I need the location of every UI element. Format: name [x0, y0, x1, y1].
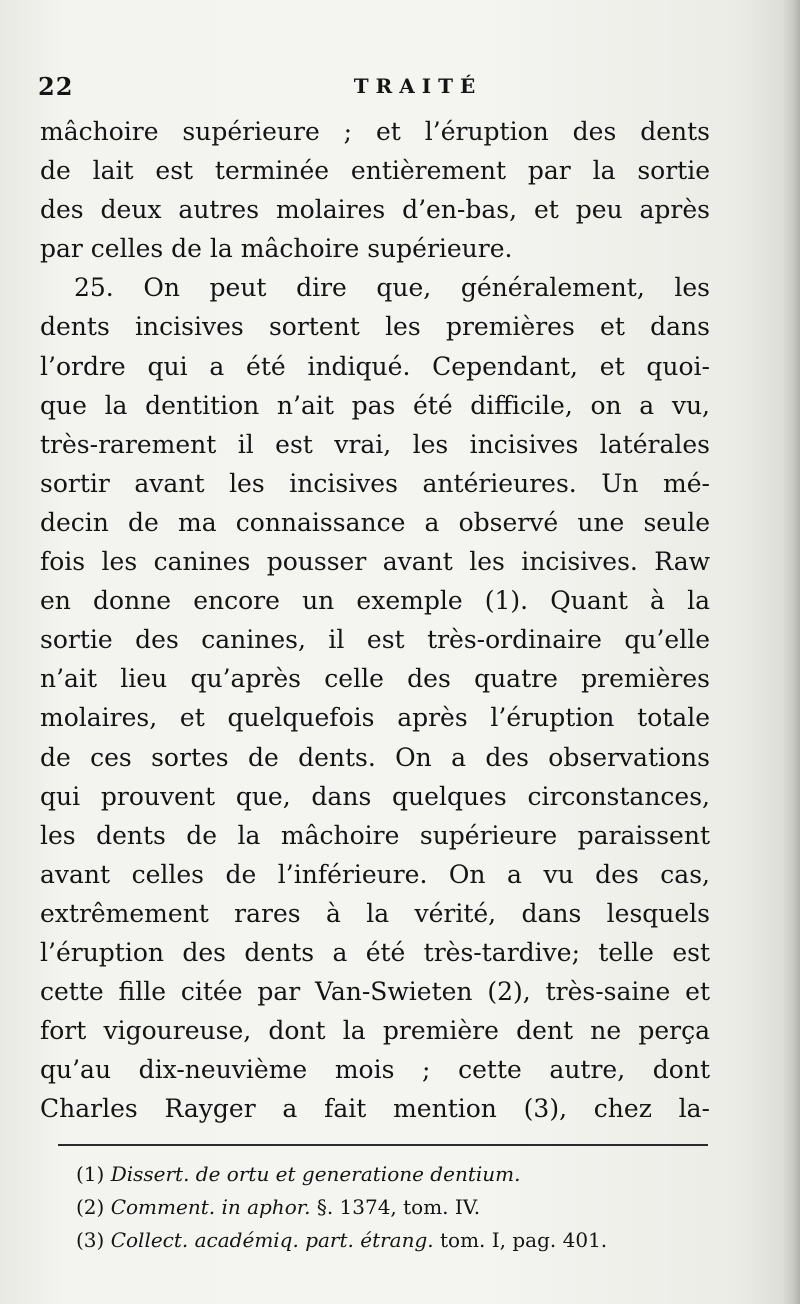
footnote-title: Dissert. de ortu et generatione dentium. [110, 1162, 521, 1186]
page-number: 22 [38, 72, 74, 101]
text-line: de ces sortes de dents. On a des observations [40, 742, 710, 772]
text-line: mâchoire supérieure ; et l’éruption des dents [40, 117, 710, 146]
text-line: l’ordre qui a été indiqué. Cependant, et quoi- [40, 351, 710, 381]
text-line: très-rarement il est vrai, les incisives latérales [40, 429, 710, 459]
text-line: extrêmement rares à la vérité, dans lesquels [40, 898, 710, 928]
footnote-mark: (1) [76, 1162, 105, 1186]
text-line: sortie des canines, il est très-ordinaire qu’elle [40, 625, 710, 655]
text-line: n’ait lieu qu’après celle des quatre premières [40, 664, 710, 694]
footnotes [76, 1158, 716, 1257]
body-text [40, 112, 710, 1128]
footnote [76, 1158, 716, 1191]
footnote-reference: §. 1374, tom. IV. [316, 1195, 481, 1219]
footnote-title: Comment. in aphor. [110, 1195, 311, 1219]
text-line: cette fille citée par Van-Swieten (2), très-saine et [40, 977, 710, 1007]
text-line: de lait est terminée entièrement par la sortie [40, 156, 710, 186]
footnote-mark: (3) [76, 1228, 105, 1252]
text-line: avant celles de l’inférieure. On a vu des cas, [40, 859, 710, 889]
footnote [76, 1224, 716, 1257]
text-line: molaires, et quelquefois après l’éruption totale [40, 703, 710, 733]
text-line: que la dentition n’ait pas été difficile, on a vu, [40, 390, 710, 420]
running-title: TRAITÉ [353, 74, 483, 98]
footnote-title: Collect. académiq. part. étrang. [110, 1228, 434, 1252]
text-line: les dents de la mâchoire supérieure paraissent [40, 820, 710, 850]
footnote [76, 1191, 716, 1224]
page-header [38, 72, 738, 106]
text-line: par celles de la mâchoire supérieure. [40, 234, 513, 264]
page-edge-shadow [782, 0, 800, 1304]
paragraph-start-line: 25. On peut dire que, généralement, les [74, 273, 710, 303]
text-line: decin de ma connaissance a observé une seule [40, 507, 710, 537]
text-line: sortir avant les incisives antérieures. Un mé- [40, 468, 710, 498]
footnote-mark: (2) [76, 1195, 105, 1219]
text-line: qui prouvent que, dans quelques circonstances, [40, 781, 710, 811]
text-line: des deux autres molaires d’en-bas, et peu après [40, 195, 710, 225]
text-line: l’éruption des dents a été très-tardive; telle est [40, 937, 710, 967]
footnote-reference: tom. I, pag. 401. [440, 1228, 608, 1252]
footnote-separator-rule [58, 1144, 708, 1146]
text-line: qu’au dix-neuvième mois ; cette autre, dont [40, 1055, 710, 1085]
text-line: dents incisives sortent les premières et dans [40, 312, 710, 342]
text-line: Charles Rayger a fait mention (3), chez la- [40, 1094, 710, 1124]
text-line: en donne encore un exemple (1). Quant à la [40, 586, 710, 616]
text-line: fort vigoureuse, dont la première dent ne perça [40, 1016, 710, 1046]
text-line: fois les canines pousser avant les incisives. Raw [40, 547, 710, 577]
